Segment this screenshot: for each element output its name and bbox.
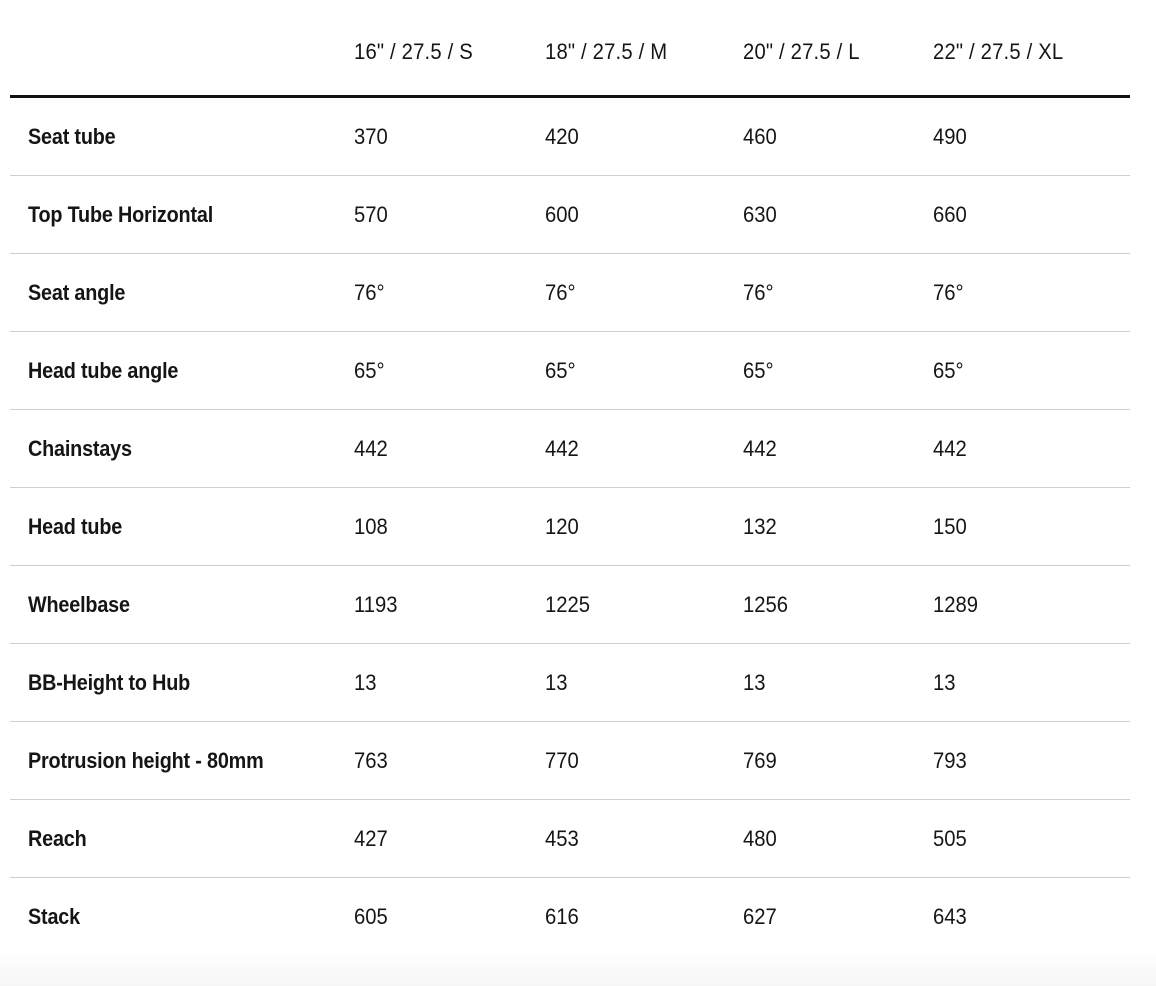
column-header-xl: 22" / 27.5 / XL xyxy=(933,0,1114,97)
value-cell: 427 xyxy=(354,800,530,878)
value-cell: 490 xyxy=(933,97,1114,176)
value-cell: 420 xyxy=(545,97,727,176)
table-row xyxy=(10,97,1130,176)
value-cell: 13 xyxy=(545,644,727,722)
row-label: Stack xyxy=(28,903,80,929)
row-label: Top Tube Horizontal xyxy=(10,176,320,254)
value-cell: 76° xyxy=(354,254,530,332)
value-cell: 132 xyxy=(743,488,918,566)
table-row xyxy=(10,410,1130,488)
value-cell: 13 xyxy=(743,644,918,722)
table-row xyxy=(10,332,1130,410)
value-cell: 108 xyxy=(354,488,530,566)
value-cell: 480 xyxy=(743,800,918,878)
value-cell: 600 xyxy=(545,176,727,254)
row-label: Head tube angle xyxy=(10,332,320,410)
table-row xyxy=(10,878,1130,956)
value-cell: 660 xyxy=(933,176,1114,254)
value-cell: 630 xyxy=(743,176,918,254)
value-cell: 65° xyxy=(933,332,1114,410)
value-cell: 460 xyxy=(743,97,918,176)
value-cell: 627 xyxy=(743,903,777,929)
row-label: Wheelbase xyxy=(10,566,320,644)
table-row xyxy=(10,800,1130,878)
value-cell: 643 xyxy=(933,903,967,929)
table-row xyxy=(10,488,1130,566)
row-label: Seat tube xyxy=(10,97,320,176)
value-cell: 13 xyxy=(933,644,1114,722)
column-header-s: 16" / 27.5 / S xyxy=(354,0,530,97)
geometry-table xyxy=(10,0,1130,955)
value-cell: 505 xyxy=(933,800,1114,878)
row-label: Protrusion height - 80mm xyxy=(10,722,320,800)
table-header xyxy=(10,0,1130,97)
value-cell: 13 xyxy=(354,644,530,722)
value-cell: 442 xyxy=(545,410,727,488)
value-cell: 770 xyxy=(545,722,727,800)
value-cell: 370 xyxy=(354,97,530,176)
value-cell: 1289 xyxy=(933,566,1114,644)
column-header-l: 20" / 27.5 / L xyxy=(743,0,918,97)
corner-cell xyxy=(10,0,354,97)
value-cell: 1256 xyxy=(743,566,918,644)
table-row xyxy=(10,176,1130,254)
value-cell: 442 xyxy=(933,410,1114,488)
value-cell: 1225 xyxy=(545,566,727,644)
row-label: Head tube xyxy=(10,488,320,566)
value-cell: 76° xyxy=(933,254,1114,332)
value-cell: 150 xyxy=(933,488,1114,566)
table-row xyxy=(10,722,1130,800)
bottom-fade xyxy=(0,946,1156,986)
row-label: Chainstays xyxy=(10,410,320,488)
header-row xyxy=(10,0,1130,97)
table-body xyxy=(10,97,1130,956)
value-cell: 605 xyxy=(354,903,388,929)
value-cell: 76° xyxy=(743,254,918,332)
table-row xyxy=(10,254,1130,332)
value-cell: 453 xyxy=(545,800,727,878)
value-cell: 769 xyxy=(743,722,918,800)
value-cell: 763 xyxy=(354,722,530,800)
column-header-m: 18" / 27.5 / M xyxy=(545,0,727,97)
value-cell: 65° xyxy=(354,332,530,410)
value-cell: 76° xyxy=(545,254,727,332)
row-label: Reach xyxy=(10,800,320,878)
value-cell: 442 xyxy=(354,410,530,488)
value-cell: 442 xyxy=(743,410,918,488)
row-label: Seat angle xyxy=(10,254,320,332)
row-label: BB-Height to Hub xyxy=(10,644,320,722)
value-cell: 570 xyxy=(354,176,530,254)
value-cell: 793 xyxy=(933,722,1114,800)
value-cell: 65° xyxy=(545,332,727,410)
value-cell: 1193 xyxy=(354,566,530,644)
value-cell: 65° xyxy=(743,332,918,410)
table-row xyxy=(10,566,1130,644)
value-cell: 616 xyxy=(545,903,579,929)
value-cell: 120 xyxy=(545,488,727,566)
table-row xyxy=(10,644,1130,722)
